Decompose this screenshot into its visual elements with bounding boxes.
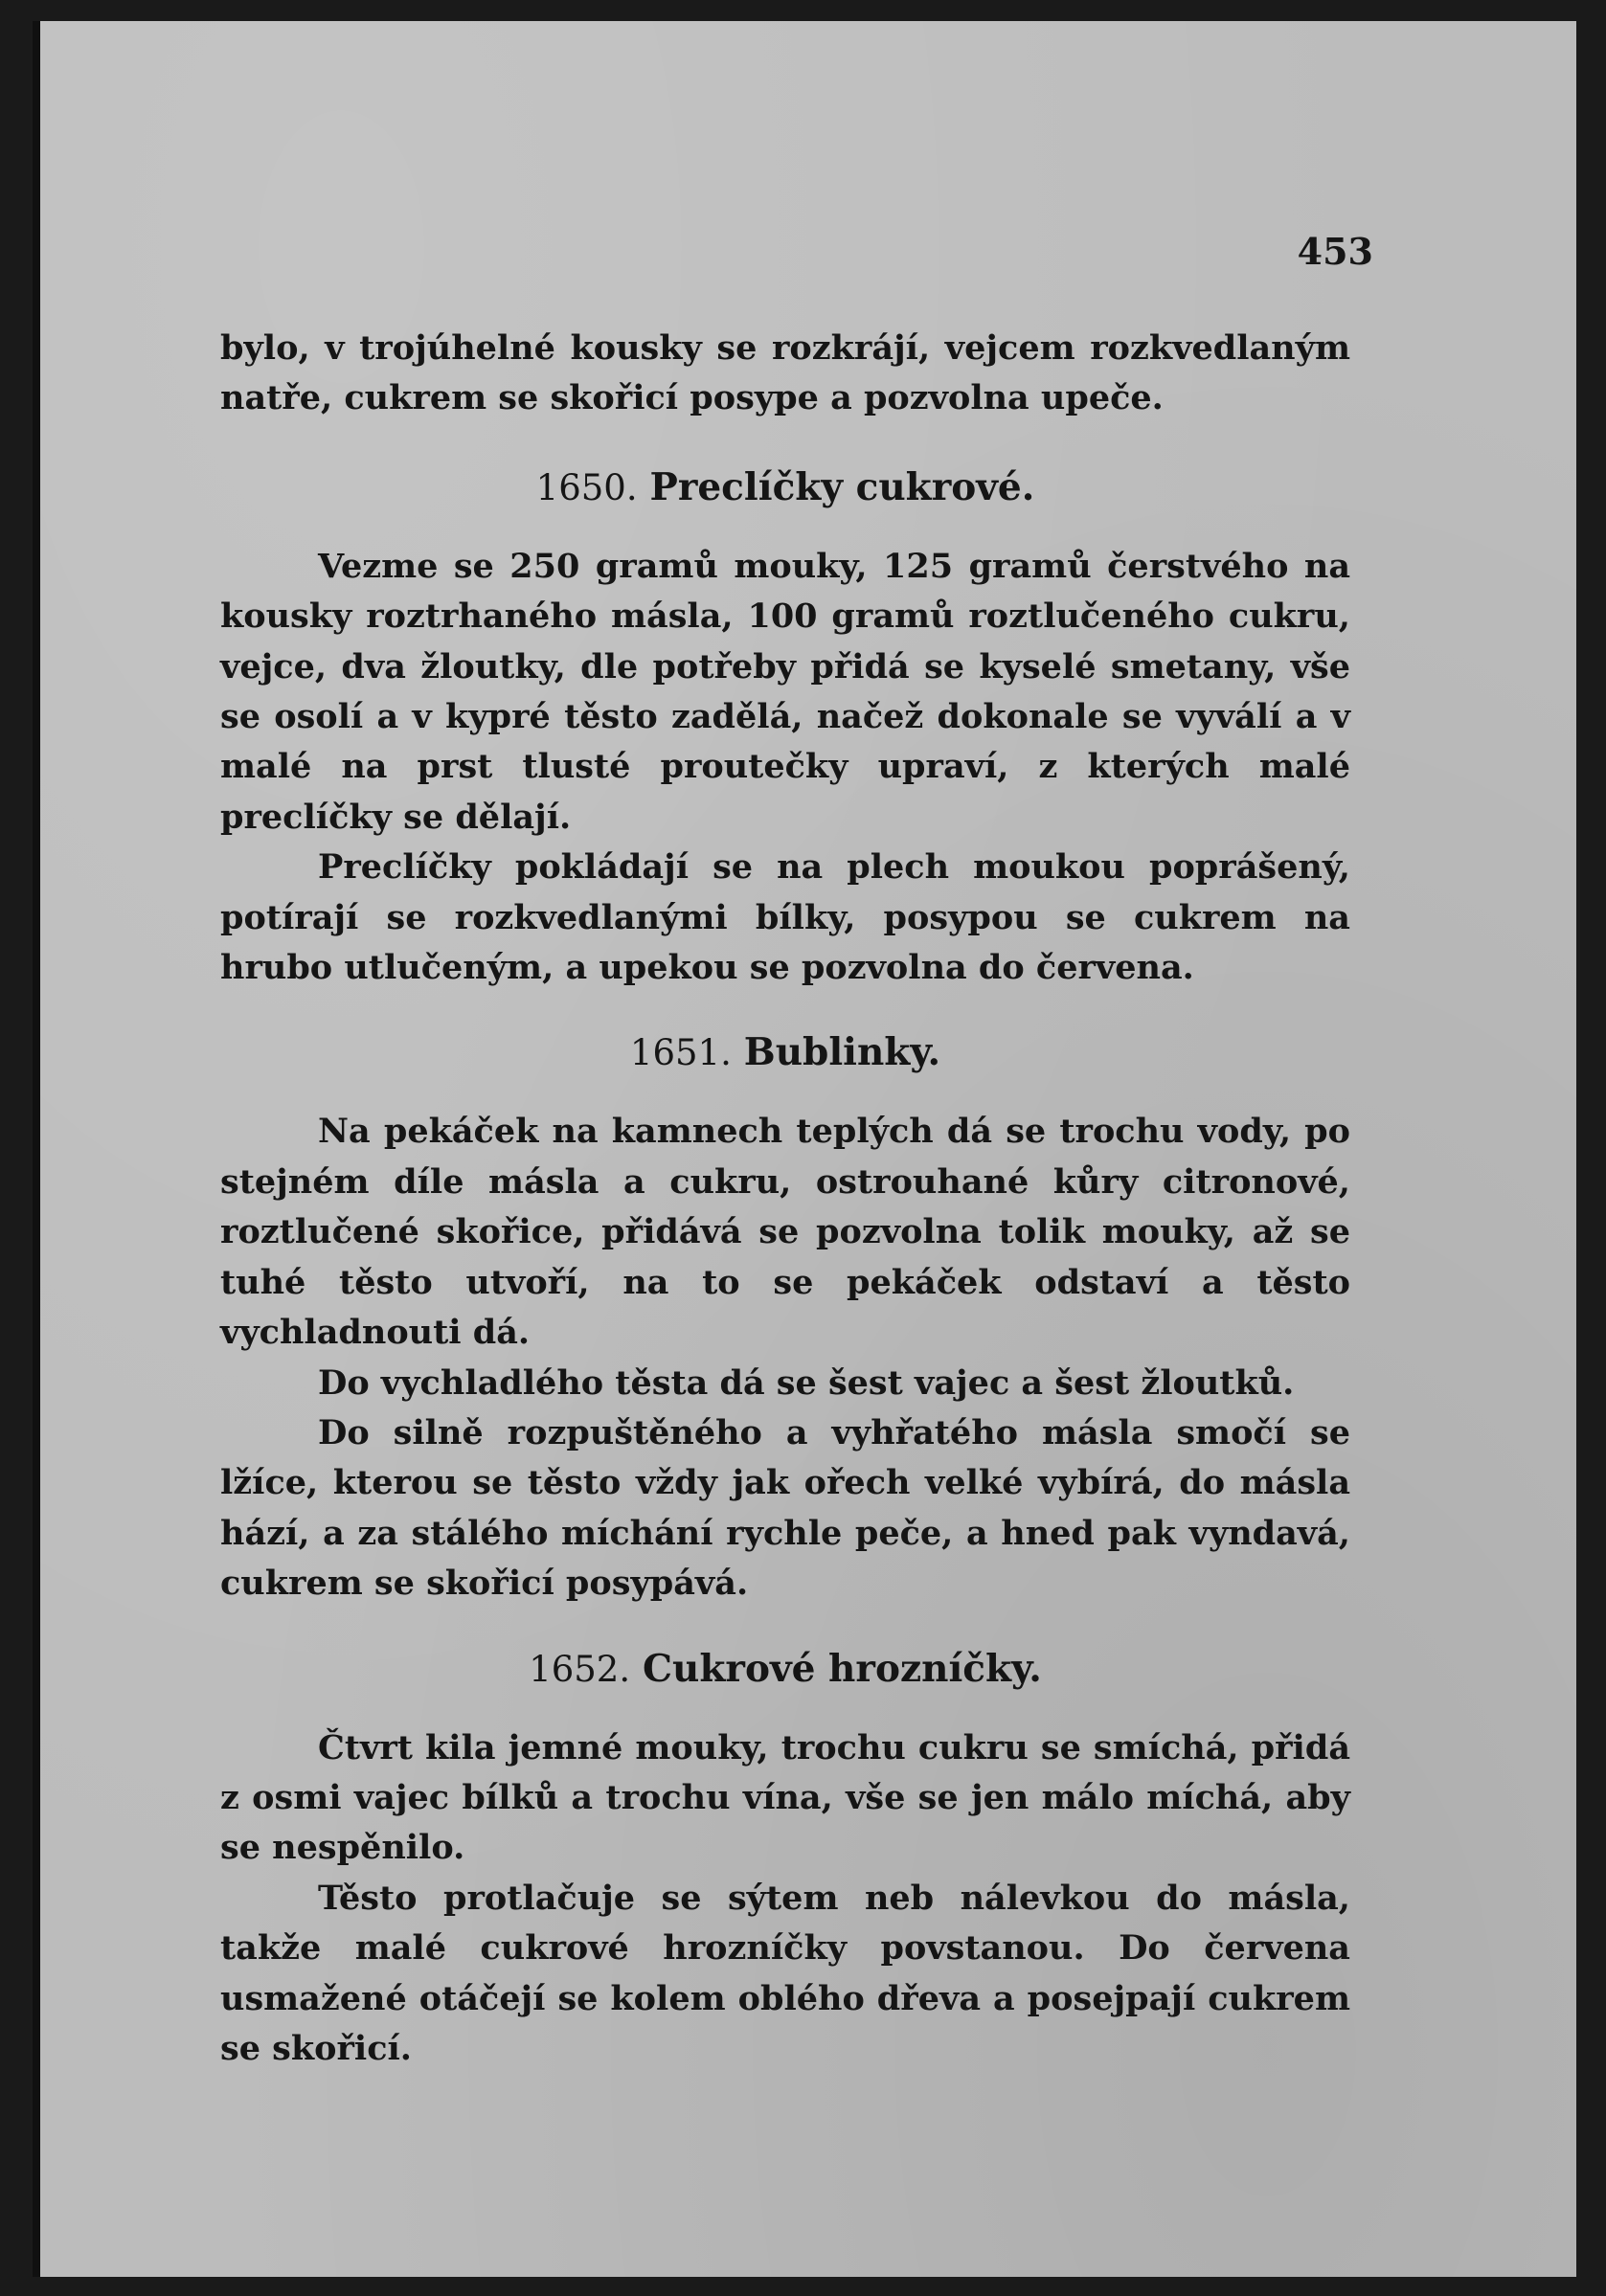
intro-paragraph: bylo, v trojúhelné kousky se rozkrájí, vejcem rozkvedlaným natře, cukrem se skořicí posype a pozvolna upeče. <box>220 328 1350 418</box>
recipe-title: Preclíčky cukrové. <box>649 464 1035 509</box>
recipe-paragraph: Čtvrt kila jemné mouky, trochu cukru se smíchá, přidá z osmi vajec bílků a trochu vína, vše se jen málo míchá, aby se nespěnilo. <box>220 1727 1350 1868</box>
recipe-paragraph: Do silně rozpuštěného a vyhřatého másla smočí se lžíce, kterou se těsto vždy jak ořech velké vybírá, do másla hází, a za stálého míchání rychle peče, a hned pak vyndavá, cukrem se skořicí posypává. <box>220 1412 1350 1604</box>
page-number: 453 <box>1297 230 1373 273</box>
recipe-title: Bublinky. <box>743 1030 941 1075</box>
recipe-paragraph: Do vychladlého těsta dá se šest vajec a šest žloutků. <box>318 1362 1295 1403</box>
recipe-heading-1651 <box>220 1027 1350 1078</box>
recipe-title: Cukrové hrozníčky. <box>643 1646 1042 1691</box>
recipe-heading-1652 <box>220 1644 1350 1695</box>
recipe-number: 1651. <box>629 1032 732 1074</box>
page-text <box>220 324 1350 2074</box>
recipe-heading-1650 <box>220 462 1350 513</box>
recipe-paragraph: Preclíčky pokládají se na plech moukou poprášený, potírají se rozkvedlanými bílky, posypou se cukrem na hrubo utlučeným, a upekou se pozvolna do červena. <box>220 847 1350 988</box>
recipe-number: 1652. <box>529 1648 631 1690</box>
recipe-paragraph: Vezme se 250 gramů mouky, 125 gramů čerstvého na kousky roztrhaného másla, 100 gramů roztlučeného cukru, vejce, dva žloutky, dle potřeby přidá se kyselé smetany, vše se osolí a v kypré těsto zadělá, načež dokonale se vyválí a v malé na prst tlusté proutečky upraví, z kterých malé preclíčky se dělají. <box>220 546 1350 837</box>
scan-edge <box>33 21 40 2277</box>
recipe-number: 1650. <box>535 466 638 508</box>
book-page <box>33 21 1576 2277</box>
recipe-paragraph: Na pekáček na kamnech teplých dá se trochu vody, po stejném díle másla a cukru, ostrouhané kůry citronové, roztlučené skořice, přidává se pozvolna tolik mouky, až se tuhé těsto utvoří, na to se pekáček odstaví a těsto vychladnouti dá. <box>220 1112 1350 1353</box>
recipe-paragraph: Těsto protlačuje se sýtem neb nálevkou do másla, takže malé cukrové hrozníčky povstanou. Do červena usmažené otáčejí se kolem oblého dřeva a posejpají cukrem se skořicí. <box>220 1878 1350 2068</box>
